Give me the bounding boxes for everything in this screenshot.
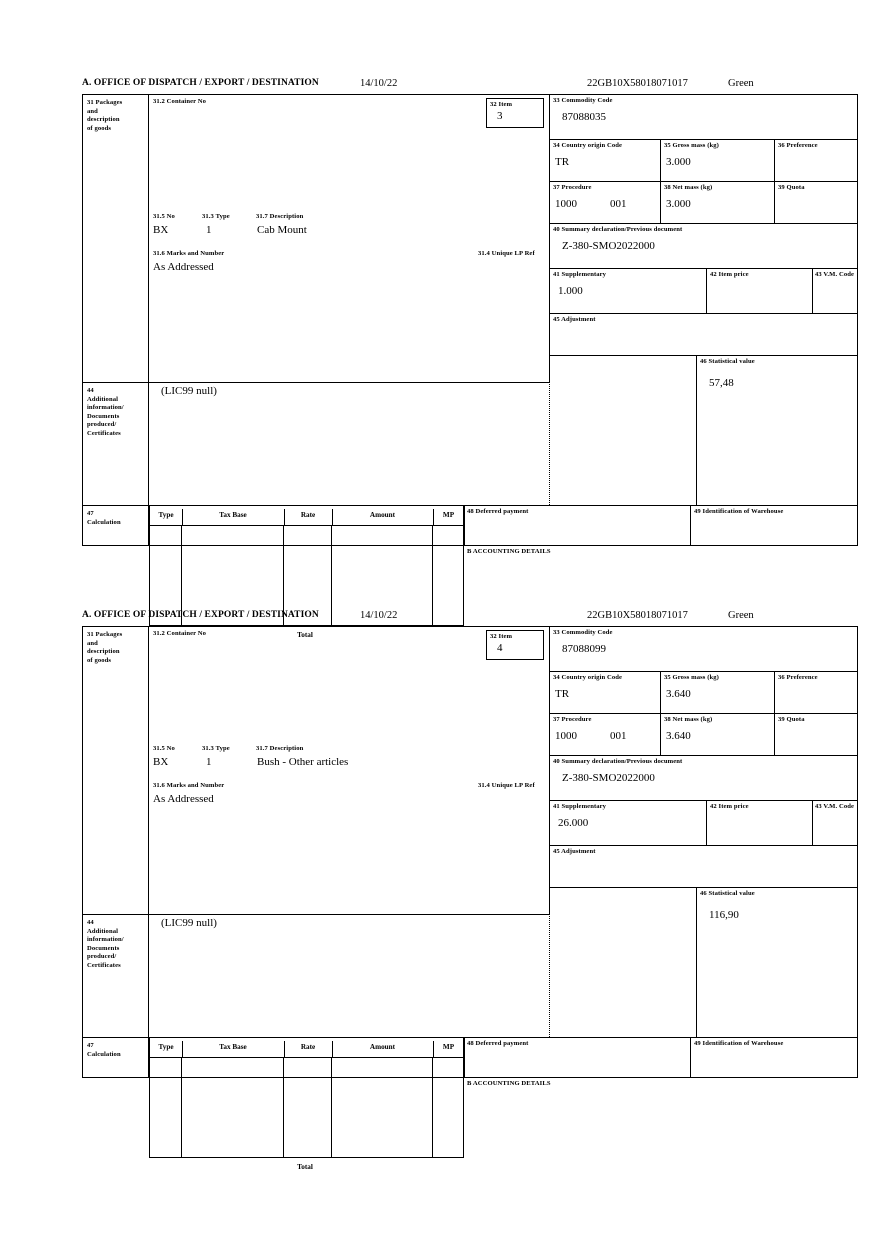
col-header-mp: MP (442, 511, 455, 519)
divider-dotted-2 (549, 888, 550, 1037)
box-48-deferred-payment-2: 48 Deferred payment (464, 1038, 691, 1078)
cell-divider-3-b (331, 1058, 332, 1157)
procedure-b-value-2: 001 (610, 729, 627, 742)
net-mass-value: 3.000 (666, 197, 691, 210)
procedure-a-value: 1000 (555, 197, 577, 210)
gross-mass-value: 3.000 (666, 155, 691, 168)
additional-info-value-2: (LIC99 null) (161, 917, 217, 929)
box-33-commodity-code-2: 33 Commodity Code 87088099 (550, 627, 857, 672)
declaration-date-2: 14/10/22 (360, 610, 398, 621)
calculation-header-row (149, 506, 464, 526)
mrn-number: 22GB10X58018071017 (587, 78, 688, 89)
box-33-commodity-code: 33 Commodity Code 87088035 (550, 95, 857, 140)
box-36-preference: 36 Preference (775, 140, 857, 182)
form-body-2 (82, 626, 858, 1171)
box-36-preference-2: 36 Preference (775, 672, 857, 714)
procedure-a-value-2: 1000 (555, 729, 577, 742)
box-37-procedure-2: 37 Procedure 1000 001 (550, 714, 661, 756)
mrn-number-2: 22GB10X58018071017 (587, 610, 688, 621)
box-41-supplementary-2: 41 Supplementary 26.000 (550, 801, 707, 846)
col-header-taxbase: Tax Base (182, 509, 285, 526)
col-header-rate: Rate (284, 509, 333, 526)
country-origin-value: TR (555, 155, 570, 168)
package-type-value-2: 1 (206, 756, 212, 768)
calculation-total-row-2 (180, 1158, 430, 1178)
col-header-amount-2: Amount (332, 1041, 434, 1058)
country-origin-value-2: TR (555, 687, 570, 700)
divider-dotted (549, 356, 550, 505)
box-38-net-mass: 38 Net mass (kg) 3.000 (661, 182, 775, 224)
package-no-value-2: BX (153, 756, 169, 768)
divider-box48-left-2 (464, 1038, 465, 1078)
cell-divider-2-b (283, 1058, 284, 1157)
box-44-label: 44 Additional information/ Documents produced/ Certificates (87, 387, 124, 437)
commodity-code-value-2: 87088099 (562, 642, 606, 655)
box-35-gross-mass: 35 Gross mass (kg) 3.000 (661, 140, 775, 182)
box-43-vm-code: 43 V.M. Code (813, 269, 857, 314)
box-31-label-2: 31 Packages and description of goods (87, 631, 123, 664)
calculation-table-2 (149, 1038, 464, 1178)
box-45-adjustment: 45 Adjustment (550, 314, 857, 356)
package-description-value-2: Bush - Other articles (257, 756, 349, 768)
item-number-value-2: 4 (497, 641, 503, 654)
supplementary-value: 1.000 (558, 284, 583, 297)
calculation-body-2 (149, 1058, 464, 1158)
box-41-supplementary: 41 Supplementary 1.000 (550, 269, 707, 314)
marks-number-value-2: As Addressed (153, 793, 214, 805)
form-header-2 (82, 610, 860, 626)
box-34-country-origin: 34 Country origin Code TR (550, 140, 661, 182)
office-of-dispatch-label-2: A. OFFICE OF DISPATCH / EXPORT / DESTINATION (82, 610, 319, 620)
item-number-value: 3 (497, 109, 503, 122)
box-40-previous-document: 40 Summary declaration/Previous document Z-380-SMO2022000 (550, 224, 857, 269)
additional-info-value: (LIC99 null) (161, 385, 217, 397)
form-header-1 (82, 78, 860, 94)
box-b-accounting-details: B ACCOUNTING DETAILS (467, 548, 551, 555)
box-31-content: 31.2 Container No 31.5 No 31.3 Type 31.7 Description BX 1 Cab Mount 31.6 Marks and Number 31.4 Unique LP Ref As Addressed (153, 98, 535, 273)
box-49-warehouse: 49 Identification of Warehouse (694, 508, 784, 515)
box-31-label: 31 Packages and description of goods (87, 99, 123, 132)
box-37-procedure: 37 Procedure 1000 001 (550, 182, 661, 224)
previous-document-value-2: Z-380-SMO2022000 (562, 771, 655, 784)
box-44-content-2 (149, 915, 549, 1037)
status-badge-2: Green (728, 610, 754, 621)
declaration-date: 14/10/22 (360, 78, 398, 89)
statistical-value-2: 116,90 (709, 908, 739, 921)
package-type-value: 1 (206, 224, 212, 236)
previous-document-value: Z-380-SMO2022000 (562, 239, 655, 252)
cell-divider-4-b (432, 1058, 433, 1157)
package-description-value: Cab Mount (257, 224, 307, 236)
col-header-type: Type (150, 509, 183, 526)
col-header-taxbase-2: Tax Base (182, 1041, 285, 1058)
col-header-mp-2: MP (442, 1043, 455, 1051)
box-47-label: 47 Calculation (87, 510, 121, 526)
package-no-value: BX (153, 224, 169, 236)
box-39-quota: 39 Quota (775, 182, 857, 224)
marks-number-value: As Addressed (153, 261, 214, 273)
box-44-label-2: 44 Additional information/ Documents produced/ Certificates (87, 919, 124, 969)
statistical-value: 57,48 (709, 376, 734, 389)
box-40-previous-document-2: 40 Summary declaration/Previous document Z-380-SMO2022000 (550, 756, 857, 801)
box-31-content-2: 31.2 Container No 31.5 No 31.3 Type 31.7 Description BX 1 Bush - Other articles 31.6 Marks and Number 31.4 Unique LP Ref As Addressed (153, 630, 535, 805)
col-header-type-2: Type (150, 1041, 183, 1058)
net-mass-value-2: 3.640 (666, 729, 691, 742)
box-35-gross-mass-2: 35 Gross mass (kg) 3.640 (661, 672, 775, 714)
calculation-header-row-2 (149, 1038, 464, 1058)
box-43-vm-code-2: 43 V.M. Code (813, 801, 857, 846)
col-header-amount: Amount (332, 509, 434, 526)
box-44-content (149, 383, 549, 505)
box-45-adjustment-2: 45 Adjustment (550, 846, 857, 888)
customs-form-2 (82, 610, 860, 1171)
supplementary-value-2: 26.000 (558, 816, 589, 829)
box-49-warehouse-2: 49 Identification of Warehouse (694, 1040, 784, 1047)
col-header-rate-2: Rate (284, 1041, 333, 1058)
box-32-item: 32 Item 3 (486, 98, 544, 128)
procedure-b-value: 001 (610, 197, 627, 210)
box-42-item-price: 42 Item price (707, 269, 813, 314)
total-label: Total (297, 631, 313, 639)
box-46-statistical-value-2: 46 Statistical value 116,90 (696, 888, 857, 1037)
customs-form-1 (82, 78, 860, 639)
divider-box48-left (464, 506, 465, 546)
box-42-item-price-2: 42 Item price (707, 801, 813, 846)
box-34-country-origin-2: 34 Country origin Code TR (550, 672, 661, 714)
gross-mass-value-2: 3.640 (666, 687, 691, 700)
status-badge: Green (728, 78, 754, 89)
office-of-dispatch-label: A. OFFICE OF DISPATCH / EXPORT / DESTINATION (82, 78, 319, 88)
box-47-label-2: 47 Calculation (87, 1042, 121, 1058)
total-label-2: Total (297, 1163, 313, 1171)
cell-divider-1-b (181, 1058, 182, 1157)
box-46-statistical-value: 46 Statistical value 57,48 (696, 356, 857, 505)
box-b-accounting-details-2: B ACCOUNTING DETAILS (467, 1080, 551, 1087)
box-39-quota-2: 39 Quota (775, 714, 857, 756)
commodity-code-value: 87088035 (562, 110, 606, 123)
box-32-item-2: 32 Item 4 (486, 630, 544, 660)
box-38-net-mass-2: 38 Net mass (kg) 3.640 (661, 714, 775, 756)
box-48-deferred-payment: 48 Deferred payment (464, 506, 691, 546)
